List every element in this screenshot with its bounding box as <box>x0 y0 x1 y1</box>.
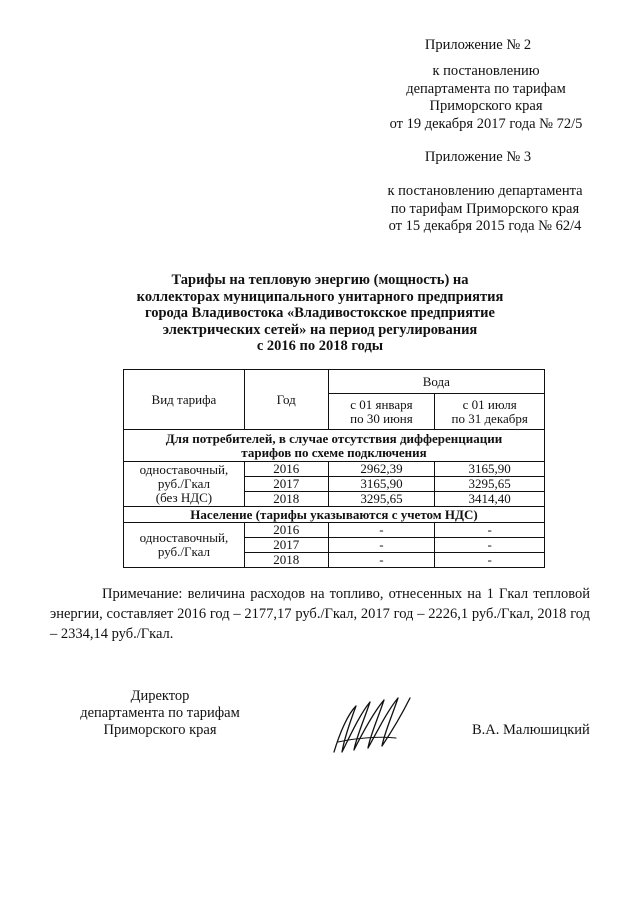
appendix-3-details <box>366 183 604 236</box>
role-line2: департамента по тарифам <box>80 705 240 721</box>
table-cell-value: - <box>328 523 435 538</box>
table-cell-value: - <box>328 538 435 553</box>
document-title <box>110 272 530 355</box>
section-2-heading: Население (тарифы указываются с учетом НДС) <box>124 507 545 523</box>
appendix-3-line1: к постановлению департамента <box>387 183 583 199</box>
handwritten-signature <box>326 692 416 758</box>
tariffs-table <box>123 369 545 568</box>
header-period-2 <box>435 394 545 430</box>
signatory-role <box>50 688 270 739</box>
title-line1: Тарифы на тепловую энергию (мощность) на <box>171 272 469 288</box>
role-line3: Приморского края <box>103 722 217 738</box>
table-cell-value: 2962,39 <box>328 462 435 477</box>
table-cell-year: 2016 <box>244 462 328 477</box>
table-cell-value: 3414,40 <box>435 492 545 507</box>
header-period-2-from: с 01 июля <box>462 396 517 412</box>
s1-type-line2: руб./Гкал <box>157 476 210 491</box>
section-1-heading <box>124 430 545 462</box>
s1-type-line3: (без НДС) <box>155 490 213 505</box>
appendix-2-title: Приложение № 2 <box>424 37 532 53</box>
header-period-2-to: по 31 декабря <box>451 410 528 426</box>
role-line1: Директор <box>130 688 190 704</box>
header-year: Год <box>244 370 328 430</box>
header-tariff-type: Вид тарифа <box>124 370 245 430</box>
table-cell-value: 3295,65 <box>328 492 435 507</box>
section-1-heading-line1: Для потребителей, в случае отсутствия дифференциации <box>165 430 503 446</box>
header-period-1-to: по 30 июня <box>350 410 413 426</box>
title-line2: коллекторах муниципального унитарного предприятия <box>136 288 504 305</box>
signatory-name: В.А. Малюшицкий <box>472 722 590 738</box>
section-1-tariff-type <box>124 462 245 507</box>
table-cell-year: 2018 <box>244 492 328 507</box>
title-line4: электрических сетей» на период регулирования <box>162 321 478 338</box>
table-cell-year: 2017 <box>244 477 328 492</box>
table-cell-value: - <box>435 553 545 568</box>
s2-type-line1: одноставочный, <box>139 530 229 545</box>
appendix-3-title: Приложение № 3 <box>424 149 532 165</box>
appendix-2-details <box>372 63 600 133</box>
table-cell-value: - <box>435 523 545 538</box>
header-period-1 <box>328 394 435 430</box>
title-line3: города Владивостока «Владивостокское предприятие <box>145 305 495 321</box>
appendix-2-line2: департамента по тарифам <box>406 80 566 97</box>
table-cell-value: 3165,90 <box>435 462 545 477</box>
table-cell-year: 2016 <box>244 523 328 538</box>
table-cell-value: - <box>435 538 545 553</box>
appendix-2-line1: к постановлению <box>432 63 540 79</box>
section-1-heading-line2: тарифов по схеме подключения <box>241 444 427 460</box>
table-cell-value: 3295,65 <box>435 477 545 492</box>
header-water: Вода <box>328 370 544 394</box>
appendix-2-line4: от 19 декабря 2017 года № 72/5 <box>389 115 583 132</box>
appendix-2-block <box>370 37 610 55</box>
appendix-3-line3: от 15 декабря 2015 года № 62/4 <box>388 218 582 234</box>
title-line5: с 2016 по 2018 годы <box>256 338 384 354</box>
appendix-3-line2: по тарифам Приморского края <box>390 200 580 217</box>
table-cell-year: 2017 <box>244 538 328 553</box>
table-cell-year: 2018 <box>244 553 328 568</box>
appendix-2-line3: Приморского края <box>429 98 543 114</box>
section-2-tariff-type <box>124 523 245 568</box>
s1-type-line1: одноставочный, <box>139 462 229 477</box>
table-cell-value: 3165,90 <box>328 477 435 492</box>
s2-type-line2: руб./Гкал <box>157 544 210 559</box>
header-period-1-from: с 01 января <box>350 396 413 412</box>
table-cell-value: - <box>328 553 435 568</box>
note-paragraph: Примечание: величина расходов на топливо, отнесенных на 1 Гкал тепловой энергии, составляет 2016 год – 2177,17 руб./Гкал, 2017 год – 2226,1 руб./Гкал, 2018 год – 2334,14 руб./Гкал. <box>50 586 590 642</box>
